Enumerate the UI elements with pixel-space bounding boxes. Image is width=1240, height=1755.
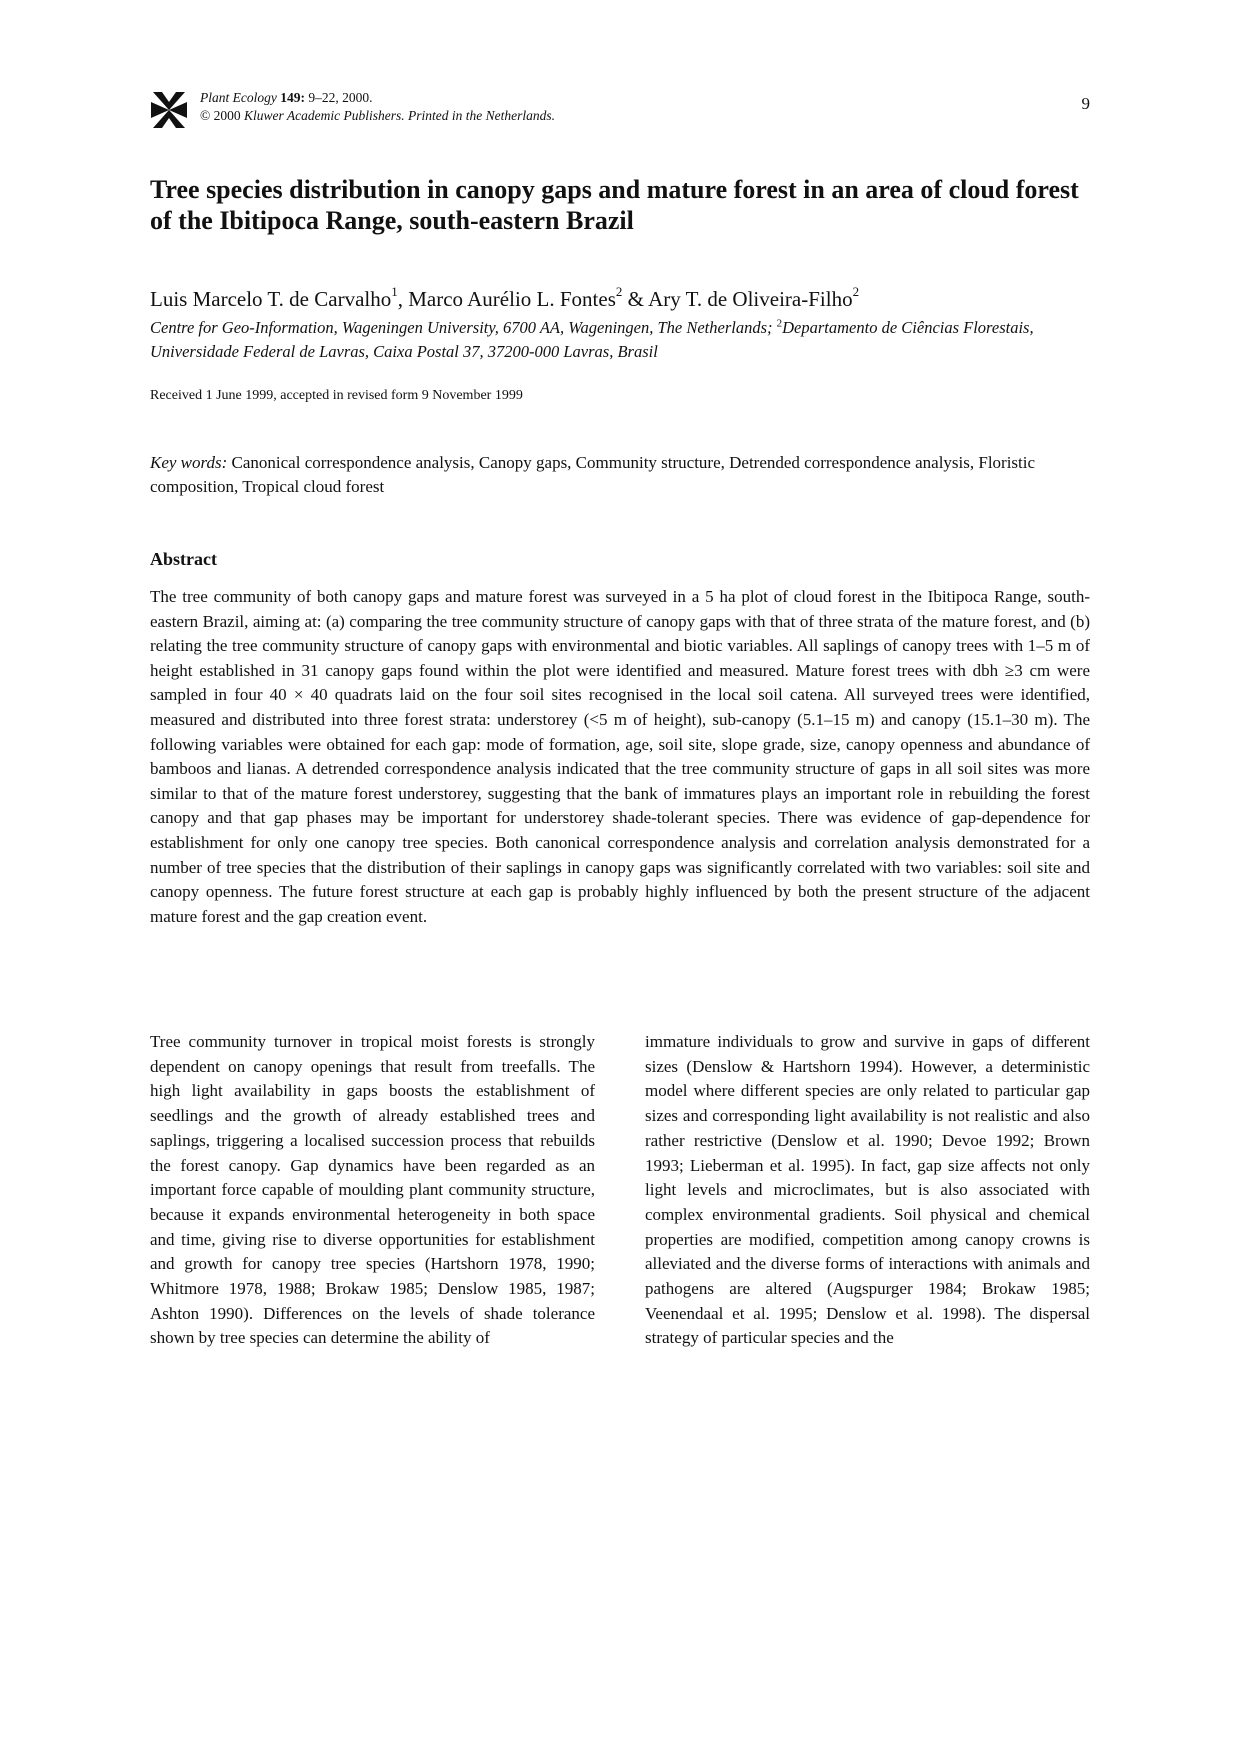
author-name: Luis Marcelo T. de Carvalho	[150, 287, 392, 311]
author-affiliation-marker: 1	[391, 284, 398, 299]
author-affiliation-marker: 2	[852, 284, 860, 299]
body-column-left: Tree community turnover in tropical moist forests is strongly dependent on canopy openings that result from treefalls. The high light availability in gaps boosts the establishment of seedlings and the growth of already established trees and saplings, triggering a localised succession process that rebuilds the forest canopy. Gap dynamics have been regarded as an important force capable of moulding plant community structure, because it expands environmental heterogeneity in both space and time, giving rise to diverse opportunities for establishment and growth for canopy tree species (Hartshorn 1978, 1990; Whitmore 1978, 1988; Brokaw 1985; Denslow 1985, 1987; Ashton 1990). Differences on the levels of shade tolerance shown by tree species can determine the ability of	[150, 1032, 595, 1348]
paper-title: Tree species distribution in canopy gaps and mature forest in an area of cloud forest of the Ibitipoca Range, south-eastern Brazil	[150, 175, 1079, 235]
journal-header	[150, 86, 1090, 134]
keywords-label: Key words:	[150, 453, 228, 472]
affiliation-1: Centre for Geo-Information, Wageningen University, 6700 AA, Wageningen, The Netherlands;	[150, 318, 777, 337]
abstract-text: The tree community of both canopy gaps and mature forest was surveyed in a 5 ha plot of cloud forest in the Ibitipoca Range, south-eastern Brazil, aiming at: (a) comparing the tree community structure of canopy gaps with that of three strata of the mature forest, and (b) relating the tree community structure of canopy gaps with environmental and biotic variables. All saplings of canopy trees with 1–5 m of height established in 31 canopy gaps found within the plot were identified and measured. Mature forest trees with dbh ≥3 cm were sampled in four 40 × 40 quadrats laid on the four soil sites recognised in the local soil catena. All surveyed trees were identified, measured and distributed into three forest strata: understorey (<5 m of height), sub-canopy (5.1–15 m) and canopy (15.1–30 m). The following variables were obtained for each gap: mode of formation, age, soil site, slope grade, size, canopy openness and abundance of bamboos and lianas. A detrended correspondence analysis indicated that the tree community structure of gaps in all soil sites was more similar to that of the mature forest understorey, suggesting that the bank of immatures plays an important role in rebuilding the forest canopy and that gap phases may be important for understorey shade-tolerant species. There was evidence of gap-dependence for establishment for only one canopy tree species. Both canonical correspondence analysis and correlation analysis demonstrated for a number of tree species that the distribution of their saplings in canopy gaps was significantly correlated with two variables: soil site and canopy openness. The future forest structure at each gap is probably highly influenced by both the present structure of the adjacent mature forest and the gap creation event.	[150, 587, 1090, 926]
keywords	[150, 451, 1090, 499]
abstract-heading: Abstract	[150, 549, 217, 569]
keywords-text: Canonical correspondence analysis, Canopy gaps, Community structure, Detrended correspondence analysis, Floristic composition, Tropical cloud forest	[150, 453, 1036, 496]
journal-citation	[200, 89, 555, 125]
author-affiliation-marker: 2	[615, 284, 623, 299]
journal-pages: 9–22, 2000.	[304, 90, 373, 105]
publisher-name: Kluwer Academic Publishers. Printed in the Netherlands.	[244, 108, 555, 123]
affiliation-marker: 2	[776, 317, 783, 330]
author-list	[150, 286, 1090, 312]
publisher-logo-icon	[150, 88, 188, 132]
received-dates: Received 1 June 1999, accepted in revised form 9 November 1999	[150, 388, 523, 403]
body-column-right: immature individuals to grow and survive in gaps of different sizes (Denslow & Hartshorn 1994). However, a deterministic model where different species are only related to particular gap sizes and corresponding light availability is not realistic and also rather restrictive (Denslow et al. 1990; Devoe 1992; Brown 1993; Lieberman et al. 1995). In fact, gap size affects not only light levels and microclimates, but is also associated with complex environmental gradients. Soil physical and chemical properties are modified, competition among canopy crowns is alleviated and the diverse forms of interactions with animals and pathogens are altered (Augspurger 1984; Brokaw 1985; Veenendaal et al. 1995; Denslow et al. 1998). The dispersal strategy of particular species and the	[645, 1032, 1090, 1348]
affiliation-2: Departamento de Ciências Florestais, Universidade Federal de Lavras, Caixa Postal 37, 37200-000 Lavras, Brasil	[150, 318, 1034, 361]
author-separator: &	[622, 287, 649, 311]
copyright-year: © 2000	[200, 108, 245, 123]
affiliations	[150, 316, 1090, 364]
page-number: 9	[1081, 94, 1090, 113]
author-name: Ary T. de Oliveira-Filho	[648, 287, 853, 311]
author-separator: ,	[397, 287, 409, 311]
journal-name: Plant Ecology	[200, 90, 277, 105]
journal-volume: 149:	[280, 90, 305, 105]
author-name: Marco Aurélio L. Fontes	[408, 287, 616, 311]
